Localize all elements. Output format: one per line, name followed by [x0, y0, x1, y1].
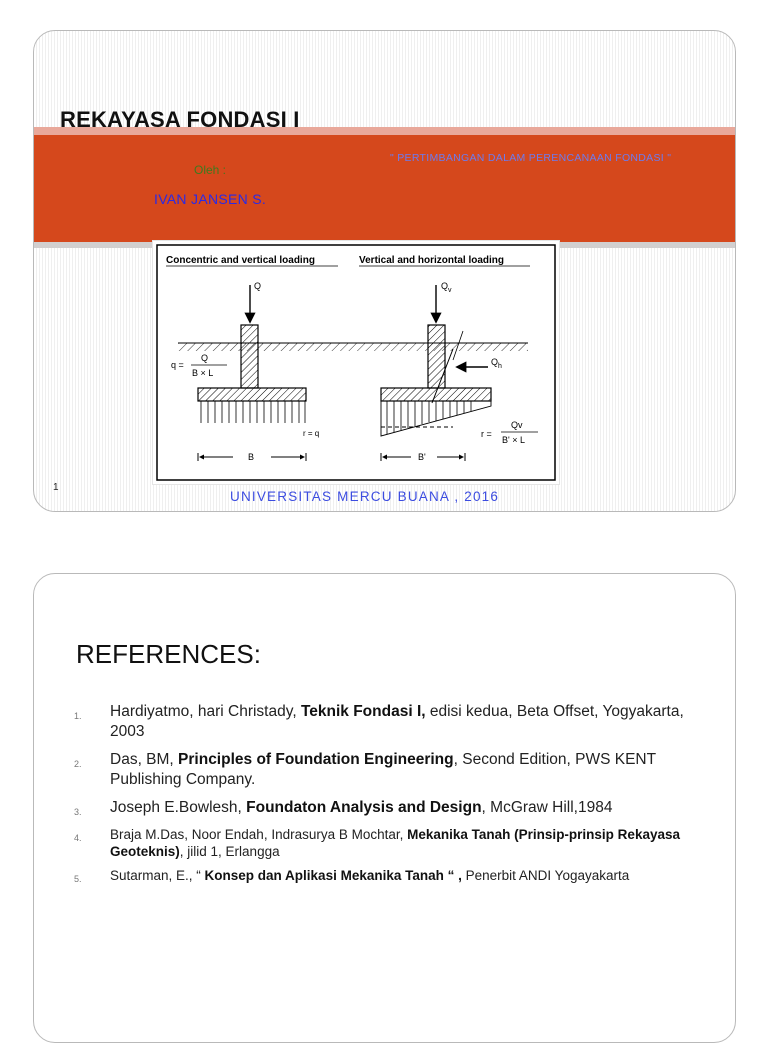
list-item	[74, 826, 714, 860]
reference-authors: Hardiyatmo, hari Christady,	[110, 703, 301, 720]
right-formula-lhs: r =	[481, 429, 492, 439]
reference-title: Teknik Fondasi I,	[300, 703, 426, 720]
left-pressure	[201, 401, 305, 423]
reference-title: Foundaton Analysis and Design	[246, 799, 482, 816]
reference-details: Penerbit ANDI Yogayakarta	[461, 868, 630, 883]
references-list	[74, 702, 714, 891]
list-item-number: 2.	[74, 759, 82, 769]
list-item-number: 3.	[74, 807, 82, 817]
title-slide	[33, 30, 736, 512]
left-formula-num: Q	[201, 353, 209, 363]
right-column	[428, 325, 445, 388]
left-reaction-label: r = q	[303, 429, 320, 438]
reference-authors: Sutarman, E., “	[110, 868, 205, 883]
list-item-number: 4.	[74, 833, 82, 843]
reference-authors: Joseph E.Bowlesh,	[110, 799, 247, 816]
slide-subtitle: " PERTIMBANGAN DALAM PERENCANAAN FONDASI "	[390, 152, 672, 164]
right-hload-label: $Q_h$	[491, 357, 502, 370]
list-item	[74, 750, 714, 790]
left-width-label: B	[248, 452, 255, 462]
list-item-number: 5.	[74, 874, 82, 884]
list-item	[74, 867, 714, 884]
reference-details: edisi kedua, Beta Offset, Yogyakarta, 2003	[110, 703, 684, 740]
right-formula-num: Qv	[511, 420, 523, 430]
references-slide	[33, 573, 736, 1043]
left-load-label: Q	[254, 281, 262, 291]
foundation-diagram	[153, 241, 559, 484]
list-item	[74, 798, 714, 818]
left-footing	[198, 388, 306, 401]
reference-title: Mekanika Tanah (Prinsip-prinsip Rekayasa Geoteknis)	[110, 827, 680, 859]
list-item-number: 1.	[74, 711, 82, 721]
reference-title: Konsep dan Aplikasi Mekanika Tanah “ ,	[204, 868, 462, 883]
left-caption: Concentric and vertical loading	[166, 255, 315, 266]
reference-authors: Das, BM,	[110, 751, 179, 768]
references-heading: REFERENCES:	[76, 639, 261, 669]
right-formula-den: B' × L	[502, 435, 525, 445]
left-formula-den: B × L	[192, 368, 214, 378]
reference-details: , jilid 1, Erlangga	[179, 844, 280, 859]
page-number: 1	[53, 482, 59, 493]
author-label: Oleh :	[194, 163, 227, 177]
reference-title: Principles of Foundation Engineering	[178, 751, 454, 768]
slide-title: REKAYASA FONDASI I	[60, 107, 300, 132]
right-caption: Vertical and horizontal loading	[359, 255, 505, 266]
reference-details: , McGraw Hill,1984	[481, 799, 613, 816]
list-item	[74, 702, 714, 742]
right-load-label: $Q_v$	[441, 281, 452, 294]
left-column	[241, 325, 258, 388]
right-footing	[381, 388, 491, 401]
left-formula-lhs: q =	[171, 360, 184, 370]
right-width-label: B'	[418, 452, 426, 462]
slide-footer: UNIVERSITAS MERCU BUANA , 2016	[230, 489, 500, 504]
author-name: IVAN JANSEN S.	[154, 191, 267, 207]
reference-details: , Second Edition, PWS KENT Publishing Company.	[110, 751, 656, 788]
foundation-loading-figure	[152, 240, 560, 485]
reference-authors: Braja M.Das, Noor Endah, Indrasurya B Mochtar,	[110, 827, 408, 842]
ground-surface	[178, 343, 528, 351]
